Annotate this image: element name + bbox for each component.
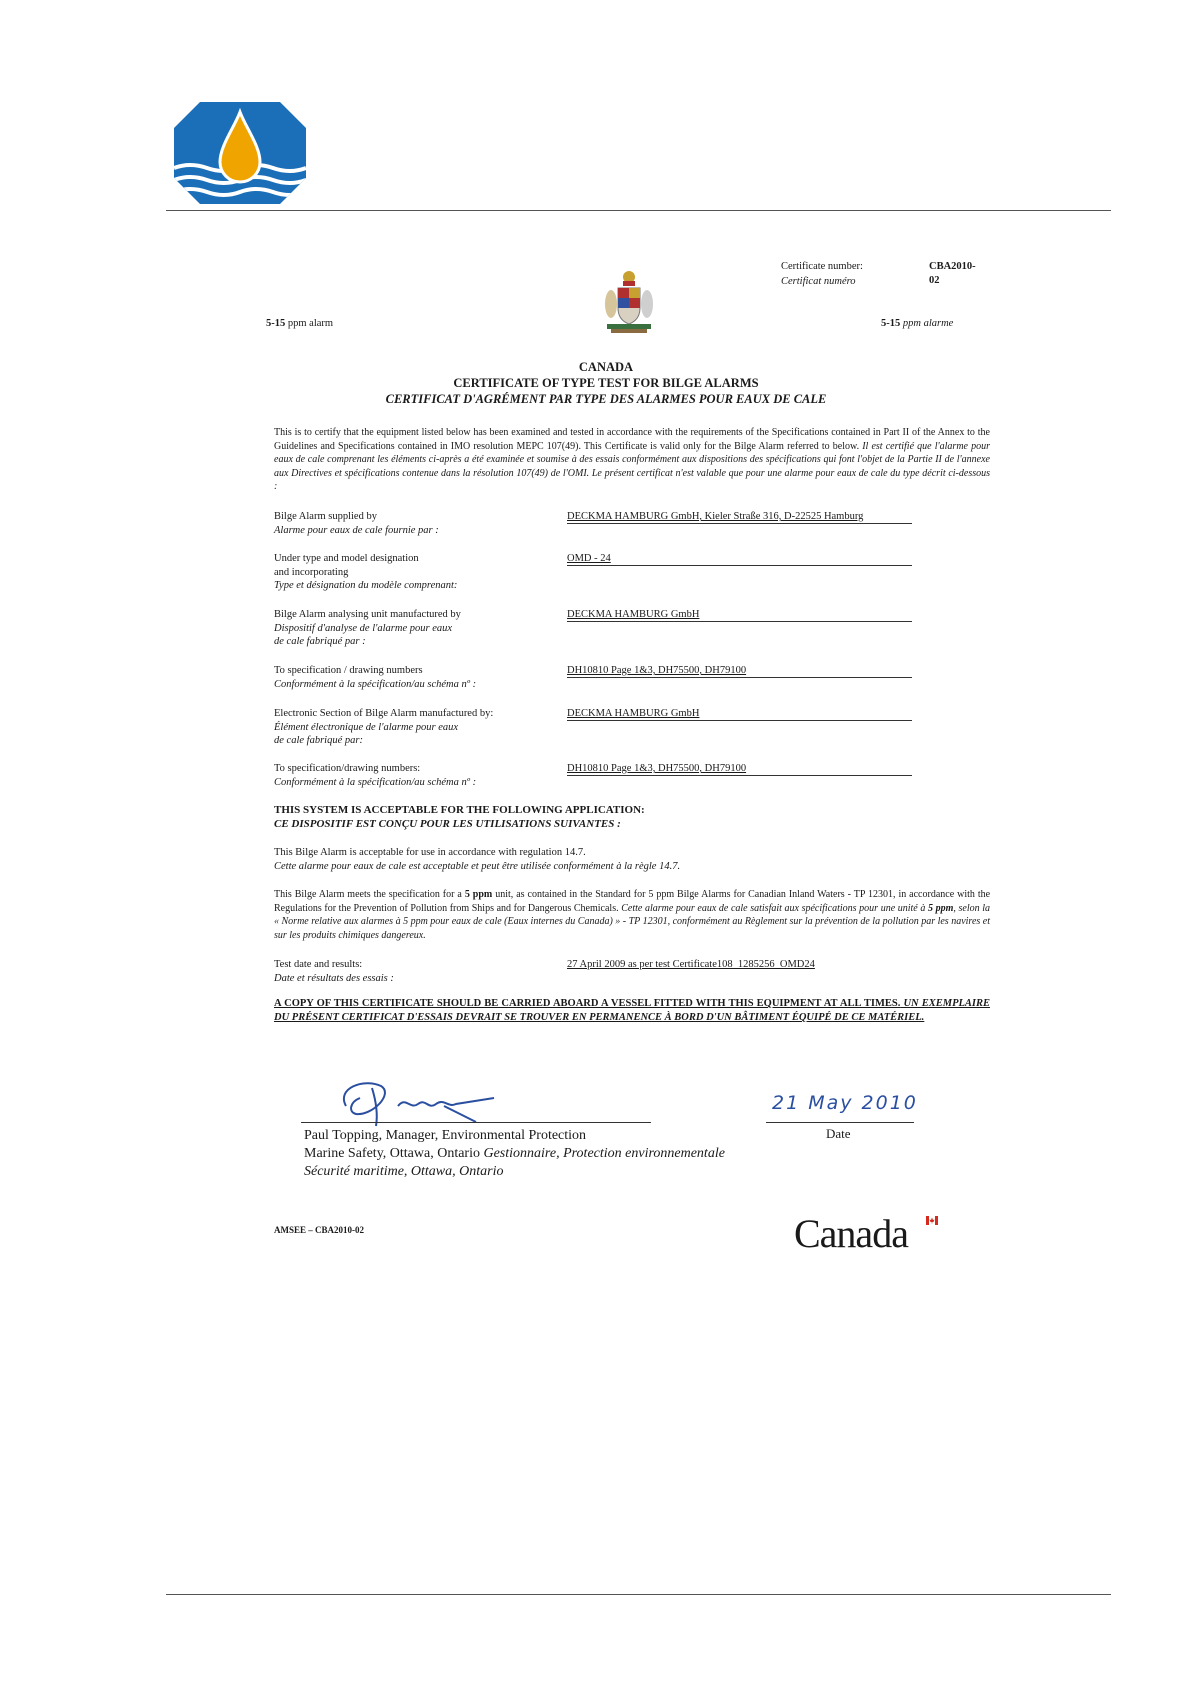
ppm-text-fr-c: , selon la « Norme relative aux alarmes à 5 ppm pour eaux de cale (Eaux internes du Canada) » - TP 12301, conformément au Règlement sur la prévention de la pollution par les navires et sur les produits chimiques dangereux. — [274, 902, 991, 941]
signatory-line-2-en: Marine Safety, Ottawa, Ontario — [304, 1146, 480, 1161]
model-label-en: Under type and model designation — [274, 553, 419, 564]
electronic-section-value-text: DECKMA HAMBURG GmbH — [567, 708, 700, 719]
ppm-text-c: unit, as contained in the Standard for 5 ppm Bilge Alarms for Canadian Inland Waters - TP 12301, in accordance with the Regulations for the Prevention of Pollution from Ships and for Dangerous Chemicals. — [274, 889, 991, 914]
drawing-numbers-label-en: To specification/drawing numbers: — [274, 763, 421, 774]
drawing-numbers-value — [567, 762, 912, 776]
ppm-alarme-tag — [881, 317, 953, 331]
ppm-alarm-tag-text: ppm alarm — [287, 318, 334, 329]
test-date-value — [567, 958, 912, 971]
copy-notice — [274, 997, 990, 1025]
date-line — [766, 1122, 914, 1123]
canada-flag-icon — [926, 1216, 938, 1225]
footer-rule — [166, 1594, 1111, 1595]
copy-notice-en: A COPY OF THIS CERTIFICATE SHOULD BE CARRIED ABOARD A VESSEL FITTED WITH THIS EQUIPMENT AT ALL TIMES. — [274, 998, 901, 1009]
electronic-section-label-fr2: de cale fabriqué par: — [274, 735, 363, 746]
certificate-number-label: Certificate number: — [781, 261, 863, 272]
ppm-alarm-tag — [266, 317, 333, 331]
model-label-en2: and incorporating — [274, 566, 349, 578]
analysing-unit-value — [567, 608, 912, 622]
drawing-numbers-label — [274, 762, 534, 789]
signatory-line-3: Sécurité maritime, Ottawa, Ontario — [304, 1164, 504, 1179]
ppm-alarme-tag-text: ppm alarme — [902, 318, 954, 329]
regulation-text-fr: Cette alarme pour eaux de cale est acceptable et peut être utilisée conformément à la règle 14.7. — [274, 861, 681, 872]
canada-wordmark: Canada — [794, 1211, 908, 1256]
specification-value-text: DH10810 Page 1&3, DH75500, DH79100 — [567, 665, 747, 676]
ppm-text-a: This Bilge Alarm meets the specification for a — [274, 889, 462, 900]
drawing-numbers-label-fr: Conformément à la spécification/au schéma nº : — [274, 776, 477, 788]
signatory-line-2-fr: Gestionnaire, Protection environnementale — [483, 1146, 725, 1161]
intro-text: This is to certify that the equipment listed below has been examined and tested in accordance with the requirements of the Specifications contained in Part II of the Annex to the Guidelines and Specifications contained in IMO resolution MEPC 107(49). This Certificate is valid only for the Bilge Alarm referred to below. — [274, 427, 990, 452]
analysing-unit-label-en: Bilge Alarm analysing unit manufactured by — [274, 609, 461, 620]
electronic-section-label-fr: Élément électronique de l'alarme pour eaux — [274, 721, 459, 733]
test-date-label-en: Test date and results: — [274, 959, 363, 970]
signatory-line-2 — [304, 1145, 725, 1163]
header-rule — [166, 210, 1111, 211]
analysing-unit-label — [274, 608, 534, 649]
electronic-section-value — [567, 707, 912, 721]
supplier-label-fr: Alarme pour eaux de cale fournie par : — [274, 524, 439, 536]
regulation-text: This Bilge Alarm is acceptable for use in accordance with regulation 14.7. — [274, 847, 586, 858]
model-label-fr: Type et désignation du modèle comprenant: — [274, 580, 458, 591]
analysing-unit-label-fr: Dispositif d'analyse de l'alarme pour eaux — [274, 622, 453, 634]
supplier-label-en: Bilge Alarm supplied by — [274, 511, 377, 522]
specification-label-en: To specification / drawing numbers — [274, 665, 423, 676]
company-logo-icon — [174, 102, 306, 204]
specification-label-fr: Conformément à la spécification/au schéma nº : — [274, 678, 477, 690]
footer-code: AMSEE – CBA2010-02 — [274, 1225, 365, 1235]
test-date-label-fr: Date et résultats des essais : — [274, 972, 394, 984]
drawing-numbers-value-text: DH10810 Page 1&3, DH75500, DH79100 — [567, 763, 747, 774]
supplier-label — [274, 510, 534, 537]
certificate-number: CBA2010-02 — [929, 261, 976, 286]
ppm-alarme-tag-num: 5-15 — [881, 318, 901, 329]
electronic-section-label-en: Electronic Section of Bilge Alarm manufactured by: — [274, 708, 494, 719]
electronic-section-label — [274, 707, 534, 748]
intro-paragraph — [274, 426, 990, 494]
coat-of-arms-icon — [601, 268, 657, 334]
analysing-unit-value-text: DECKMA HAMBURG GmbH — [567, 609, 700, 620]
ppm-text-fr-a: Cette alarme pour eaux de cale satisfait aux spécifications pour une unité à — [621, 902, 926, 914]
date-label: Date — [826, 1126, 851, 1141]
signatory-line-1: Paul Topping, Manager, Environmental Protection — [304, 1128, 587, 1143]
ppm-paragraph — [274, 888, 990, 942]
certificate-title-fr: CERTIFICAT D'AGRÉMENT PAR TYPE DES ALARMES POUR EAUX DE CALE — [385, 392, 827, 406]
certificate-number-label-fr: Certificat numéro — [781, 276, 856, 287]
specification-value — [567, 664, 912, 678]
ppm-text-fr-b: 5 ppm — [928, 902, 954, 914]
model-value-text: OMD - 24 — [567, 553, 611, 564]
analysing-unit-label-fr2: de cale fabriqué par : — [274, 636, 366, 647]
signature-line — [301, 1122, 651, 1123]
ppm-text-b: 5 ppm — [464, 889, 493, 900]
acceptable-heading-fr: CE DISPOSITIF EST CONÇU POUR LES UTILISATIONS SUIVANTES : — [274, 818, 621, 830]
country-heading: CANADA — [578, 360, 634, 374]
copy-notice-fr: UN EXEMPLAIRE DU PRÉSENT CERTIFICAT D'ESSAIS DEVRAIT SE TROUVER EN PERMANENCE À BORD D'UN BÂTIMENT ÉQUIPÉ DE CE MATÉRIEL. — [274, 998, 991, 1023]
certificate-document — [226, 240, 991, 1302]
ppm-alarm-tag-num: 5-15 — [266, 318, 286, 329]
specification-label — [274, 664, 534, 691]
handwritten-date: 21 May 2010 — [772, 1092, 918, 1114]
supplier-value-text: DECKMA HAMBURG GmbH, Kieler Straße 316, D-22525 Hamburg — [567, 511, 864, 522]
supplier-value — [567, 510, 912, 524]
test-date-label — [274, 958, 534, 985]
model-value — [567, 552, 912, 566]
acceptable-heading: THIS SYSTEM IS ACCEPTABLE FOR THE FOLLOWING APPLICATION: — [274, 804, 645, 816]
certificate-title: CERTIFICATE OF TYPE TEST FOR BILGE ALARMS — [453, 376, 759, 390]
intro-text-fr: Il est certifié que l'alarme pour eaux de cale comprenant les éléments ci-après a été examinée et soumise à des essais conformément aux dispositions des spécifications qui font l'objet de la Partie II de l'annexe aux Directives et spécifications contenue dans la résolution 107(49) de l'OMI. Le présent certificat n'est valable que pour une alarme pour eaux de cale du type décrit ci-dessous : — [274, 440, 991, 493]
model-label — [274, 552, 534, 593]
test-date-value-text: 27 April 2009 as per test Certificate108_1285256_OMD24 — [567, 959, 815, 970]
